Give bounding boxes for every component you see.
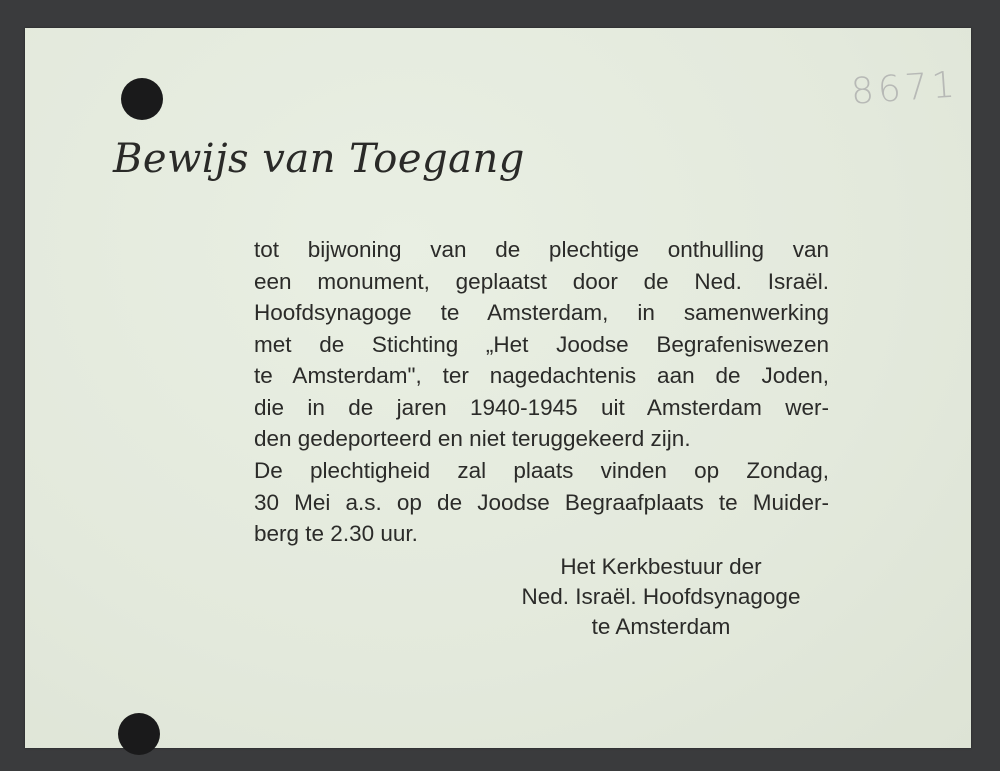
card-title: Bewijs van Toegang: [113, 136, 525, 182]
paragraph-line: die in de jaren 1940-1945 uit Amsterdam wer-: [254, 394, 829, 420]
signature-line: te Amsterdam: [591, 614, 731, 639]
punch-hole-top: [121, 78, 163, 120]
punch-hole-bottom: [118, 713, 160, 755]
paragraph-line: den gedeporteerd en niet teruggekeerd zijn.: [254, 426, 691, 451]
paragraph-line: tot bijwoning van de plechtige onthulling van: [254, 237, 829, 262]
paragraph-line: 30 Mei a.s. op de Joodse Begraafplaats te Muider-: [254, 489, 829, 515]
archive-number: 8671: [849, 64, 960, 113]
paragraph-line: De plechtigheid zal plaats vinden op Zondag,: [254, 458, 829, 483]
paragraph-line: berg te 2.30 uur.: [254, 521, 418, 546]
paragraph-line: een monument, geplaatst door de Ned. Israël.: [254, 268, 829, 294]
admission-card: [25, 28, 971, 748]
signature-line: Ned. Israël. Hoofdsynagoge: [521, 584, 801, 609]
signature-block: [485, 552, 837, 642]
paragraph-line: Hoofdsynagoge te Amsterdam, in samenwerking: [254, 300, 829, 325]
signature-line: Het Kerkbestuur der: [560, 554, 762, 579]
paragraph-invitation: [254, 234, 829, 455]
paragraph-line: te Amsterdam", ter nagedachtenis aan de Joden,: [254, 363, 829, 388]
paragraph-ceremony-details: [254, 455, 829, 550]
paragraph-line: met de Stichting „Het Joodse Begrafeniswezen: [254, 331, 829, 357]
